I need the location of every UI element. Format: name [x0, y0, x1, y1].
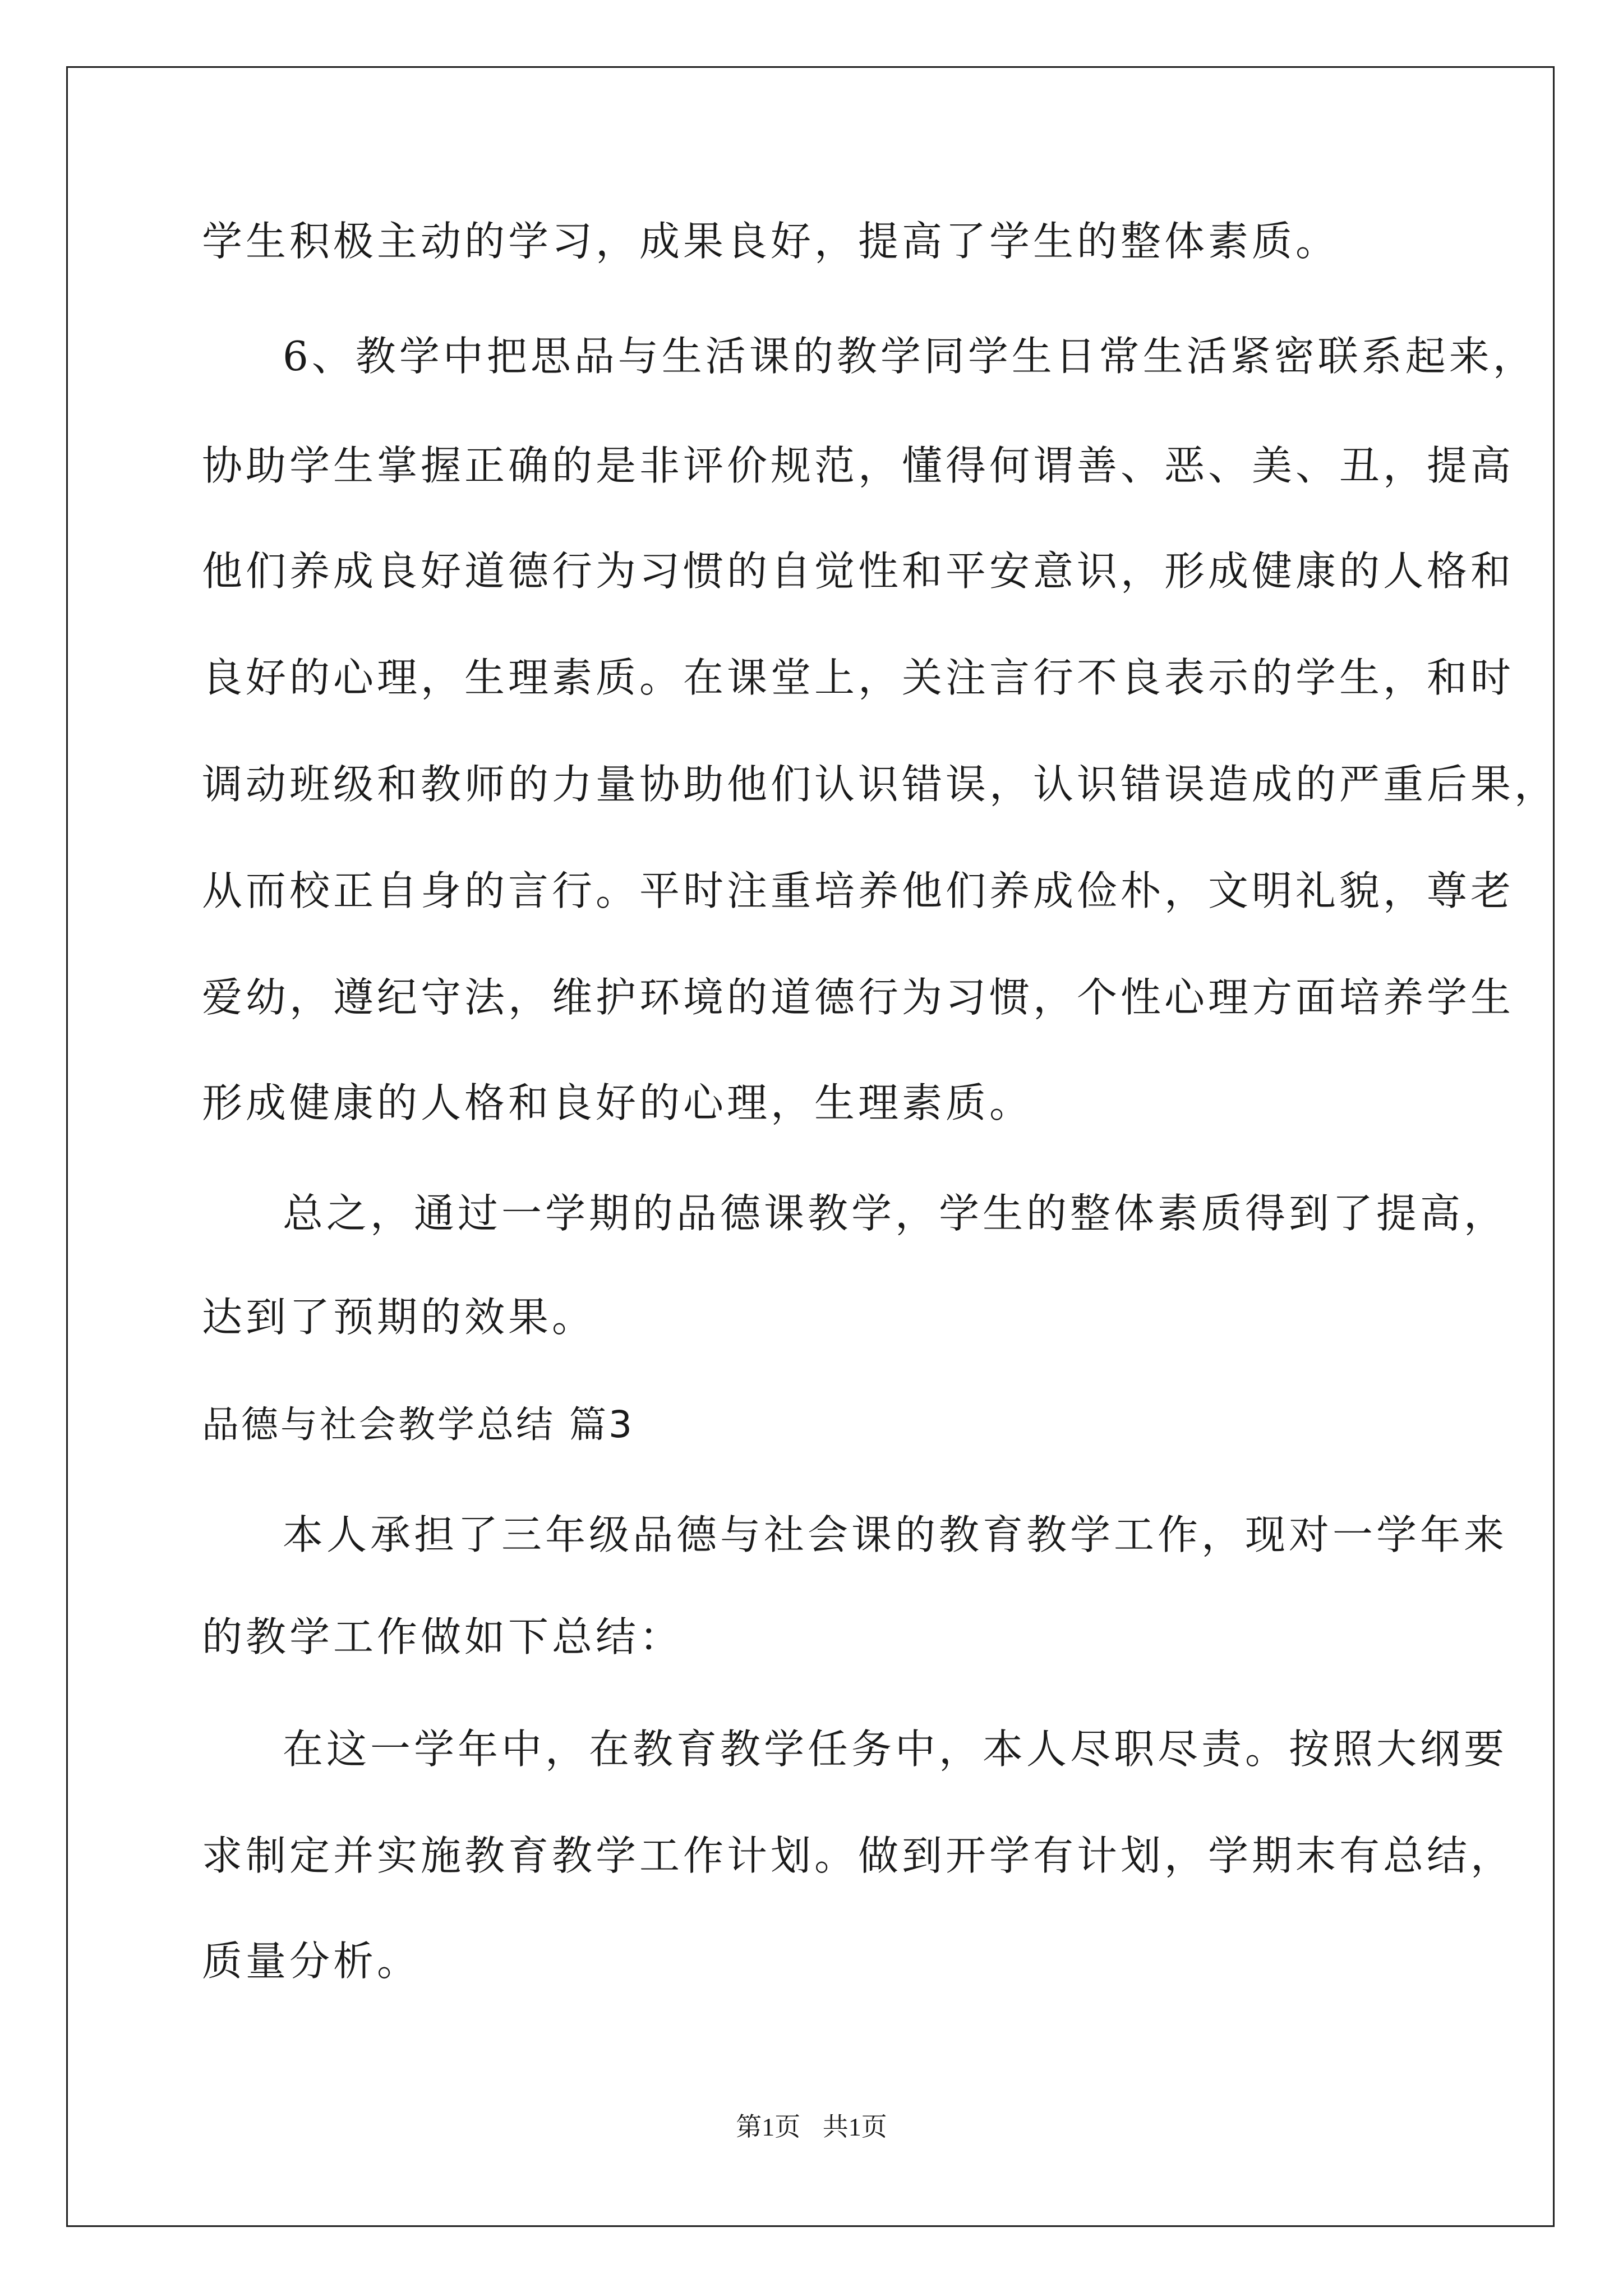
- page-border: [66, 66, 1559, 2227]
- page-number: 第1页: [736, 2113, 801, 2141]
- body-line: 总之，通过一学期的品德课教学，学生的整体素质得到了提高，: [283, 1190, 1508, 1237]
- section-heading: 品德与社会教学总结 篇3: [202, 1403, 634, 1446]
- body-line: 良好的心理，生理素质。在课堂上，关注言行不良表示的学生，和时: [202, 654, 1515, 701]
- body-line: 形成健康的人格和良好的心理，生理素质。: [202, 1079, 1034, 1126]
- body-line: 的教学工作做如下总结：: [202, 1613, 684, 1660]
- body-line: 达到了预期的效果。: [202, 1294, 596, 1341]
- body-line: 本人承担了三年级品德与社会课的教育教学工作，现对一学年来: [283, 1511, 1508, 1558]
- body-line: 求制定并实施教育教学工作计划。做到开学有计划，学期末有总结，: [202, 1832, 1515, 1879]
- body-line: 学生积极主动的学习，成果良好，提高了学生的整体素质。: [202, 218, 1340, 265]
- body-line: 6、教学中把思品与生活课的教学同学生日常生活紧密联系起来，: [283, 333, 1537, 380]
- body-line: 他们养成良好道德行为习惯的自觉性和平安意识，形成健康的人格和: [202, 547, 1515, 595]
- body-line: 质量分析。: [202, 1938, 421, 1985]
- body-line: 爱幼，遵纪守法，维护环境的道德行为习惯，个性心理方面培养学生: [202, 974, 1515, 1021]
- page-total: 共1页: [822, 2113, 887, 2141]
- body-line: 从而校正自身的言行。平时注重培养他们养成俭朴，文明礼貌，尊老: [202, 867, 1515, 914]
- body-line: 在这一学年中，在教育教学任务中，本人尽职尽责。按照大纲要: [283, 1726, 1508, 1773]
- body-line: 调动班级和教师的力量协助他们认识错误，认识错误造成的严重后果，: [202, 761, 1559, 808]
- body-line: 协助学生掌握正确的是非评价规范，懂得何谓善、恶、美、丑，提高: [202, 442, 1515, 489]
- page-footer: [0, 2110, 1623, 2144]
